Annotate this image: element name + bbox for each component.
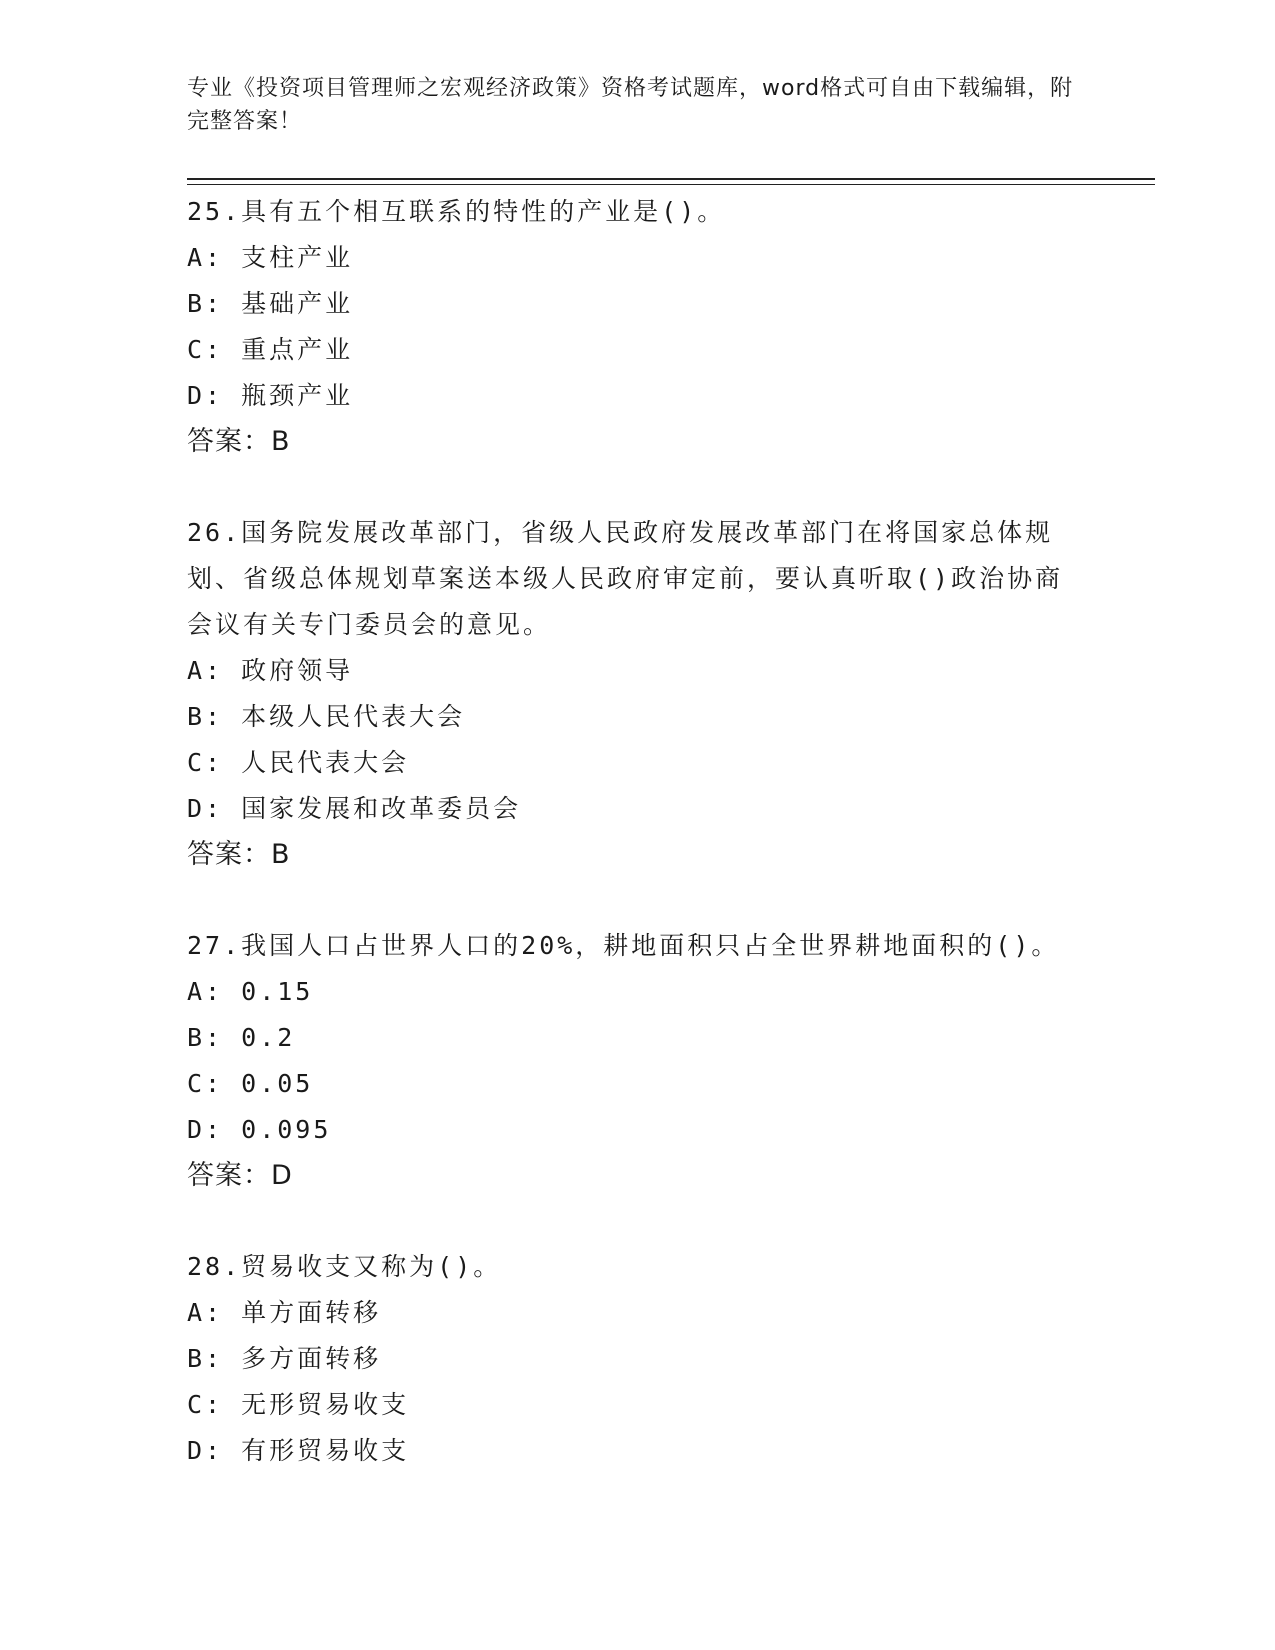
option-b: B: 本级人民代表大会 xyxy=(187,702,466,731)
option-c: C: 人民代表大会 xyxy=(187,748,410,777)
option-a: A: 政府领导 xyxy=(187,656,354,685)
option-c: C: 0.05 xyxy=(187,1069,314,1098)
question-gap xyxy=(187,1199,1087,1244)
option-b: B: 多方面转移 xyxy=(187,1344,382,1373)
answer-line: 答案：D xyxy=(187,1160,293,1191)
option-d: D: 0.095 xyxy=(187,1115,332,1144)
question-stem: 27.我国人口占世界人口的20%，耕地面积只占全世界耕地面积的()。 xyxy=(187,931,1060,960)
option-d: D: 国家发展和改革委员会 xyxy=(187,794,522,823)
option-d: D: 有形贸易收支 xyxy=(187,1436,410,1465)
option-b: B: 基础产业 xyxy=(187,289,354,318)
question-28 xyxy=(187,1244,1087,1474)
option-d: D: 瓶颈产业 xyxy=(187,381,354,410)
question-27 xyxy=(187,923,1087,1199)
option-a: A: 0.15 xyxy=(187,977,314,1006)
answer-line: 答案：B xyxy=(187,839,291,870)
document-intro: 专业《投资项目管理师之宏观经济政策》资格考试题库，word格式可自由下载编辑，附完整答案！ xyxy=(187,76,1074,134)
header-divider-thin xyxy=(187,184,1155,185)
option-a: A: 支柱产业 xyxy=(187,243,354,272)
option-c: C: 无形贸易收支 xyxy=(187,1390,410,1419)
question-stem: 26.国务院发展改革部门，省级人民政府发展改革部门在将国家总体规划、省级总体规划草案送本级人民政府审定前，要认真听取()政治协商会议有关专门委员会的意见。 xyxy=(187,518,1064,639)
option-b: B: 0.2 xyxy=(187,1023,296,1052)
option-c: C: 重点产业 xyxy=(187,335,354,364)
answer-line: 答案：B xyxy=(187,426,291,457)
question-stem: 28.贸易收支又称为()。 xyxy=(187,1252,502,1281)
question-list xyxy=(187,189,1087,1474)
question-stem: 25.具有五个相互联系的特性的产业是()。 xyxy=(187,197,726,226)
question-gap xyxy=(187,878,1087,923)
question-26 xyxy=(187,510,1087,878)
header-divider xyxy=(187,178,1155,180)
question-25 xyxy=(187,189,1087,465)
question-gap xyxy=(187,465,1087,510)
option-a: A: 单方面转移 xyxy=(187,1298,382,1327)
